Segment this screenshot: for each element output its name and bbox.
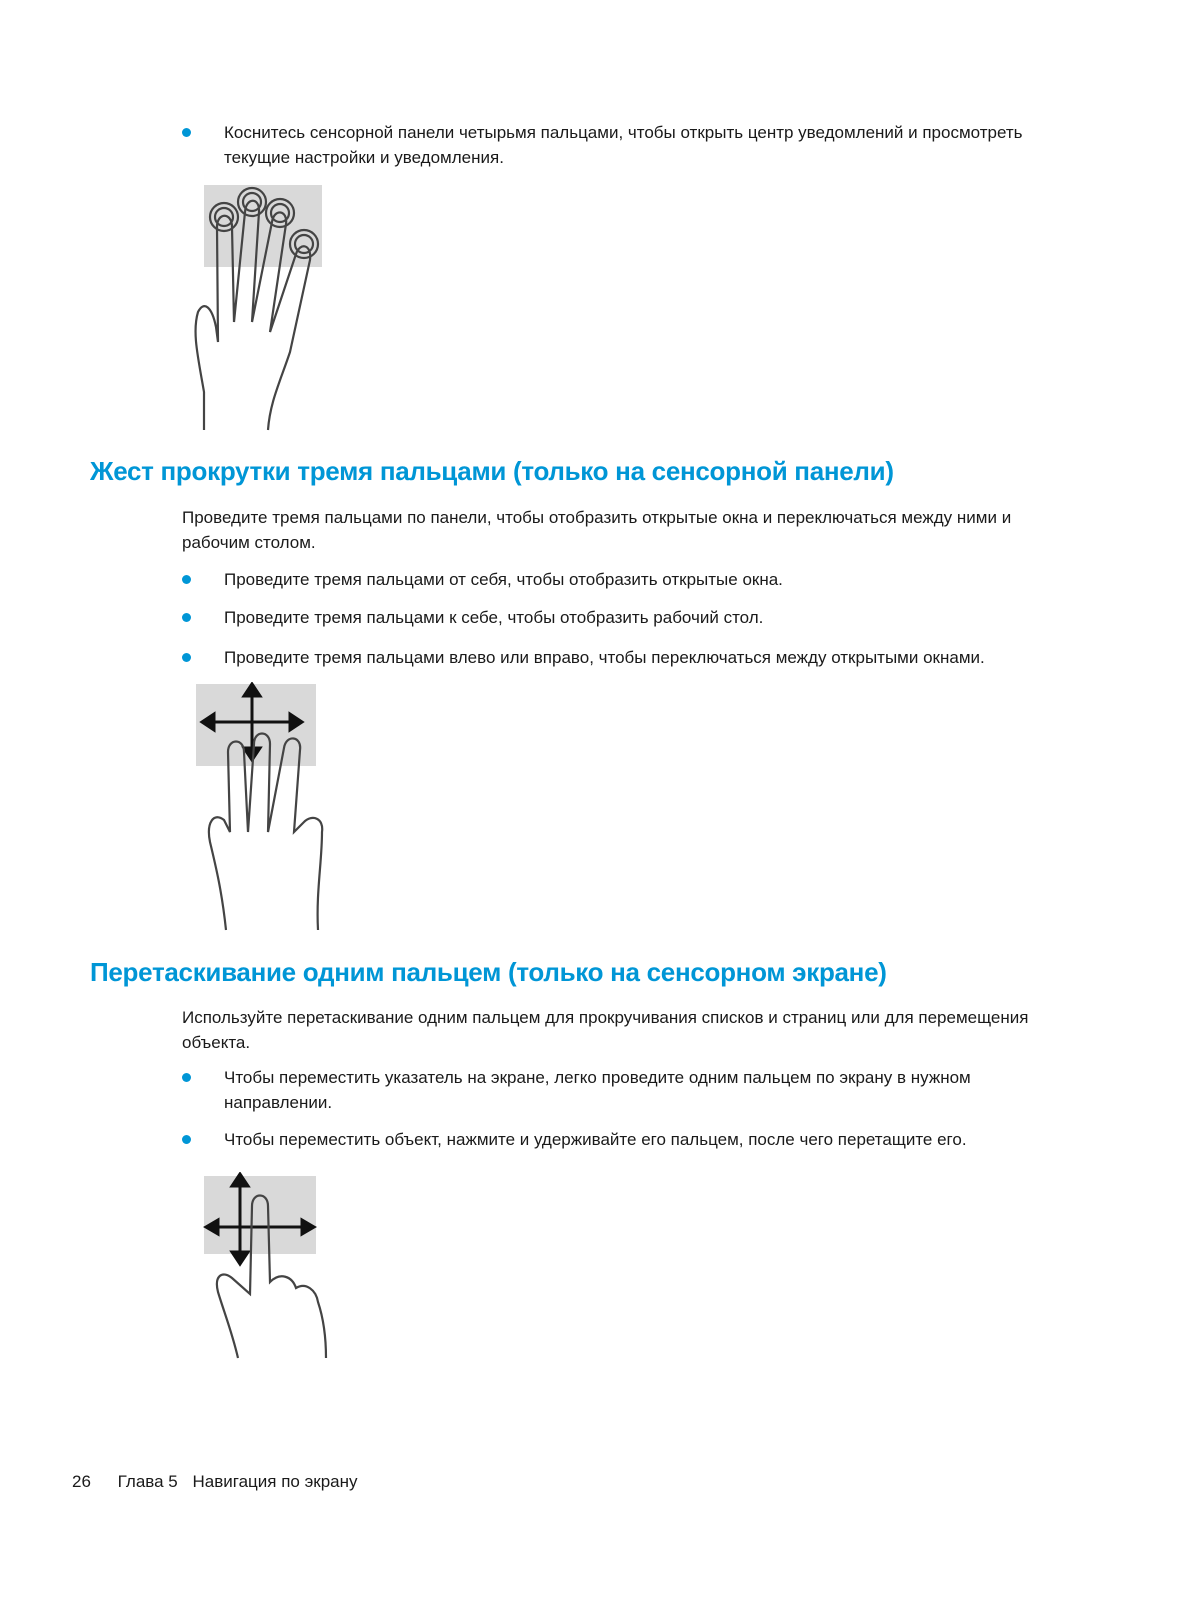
bullet-dot — [182, 128, 191, 137]
page-number: 26 — [72, 1472, 91, 1491]
bullet-text: Проведите тремя пальцами от себя, чтобы отобразить открытые окна. — [224, 570, 783, 589]
bullet-dot — [182, 1073, 191, 1082]
paragraph: Используйте перетаскивание одним пальцем для прокручивания списков и страниц или для перемещения объекта. — [182, 1008, 1029, 1052]
chapter-title: Навигация по экрану — [192, 1472, 358, 1491]
bullet-text: Чтобы переместить указатель на экране, легко проведите одним пальцем по экрану в нужном направлении. — [224, 1068, 971, 1112]
bullet-text: Чтобы переместить объект, нажмите и удерживайте его пальцем, после чего перетащите его. — [224, 1130, 967, 1149]
bullet-text: Коснитесь сенсорной панели четырьмя пальцами, чтобы открыть центр уведомлений и просмотреть текущие настройки и уведомления. — [224, 123, 1023, 167]
section-heading: Перетаскивание одним пальцем (только на сенсорном экране) — [90, 957, 887, 987]
touchpad-shape — [204, 1176, 316, 1254]
section-heading: Жест прокрутки тремя пальцами (только на сенсорной панели) — [90, 456, 894, 486]
bullet-text: Проведите тремя пальцами к себе, чтобы отобразить рабочий стол. — [224, 608, 764, 627]
bullet-dot — [182, 613, 191, 622]
page-footer — [72, 1472, 380, 1492]
bullet-dot — [182, 653, 191, 662]
bullet-dot — [182, 575, 191, 584]
paragraph: Проведите тремя пальцами по панели, чтобы отобразить открытые окна и переключаться между ними и рабочим столом. — [182, 508, 1012, 552]
chapter-label: Глава 5 — [117, 1472, 178, 1491]
four-finger-tap-illustration — [190, 182, 330, 432]
one-finger-drag-illustration — [200, 1172, 340, 1362]
bullet-dot — [182, 1135, 191, 1144]
three-finger-swipe-illustration — [192, 682, 342, 932]
bullet-text: Проведите тремя пальцами влево или вправо, чтобы переключаться между открытыми окнами. — [224, 648, 985, 667]
